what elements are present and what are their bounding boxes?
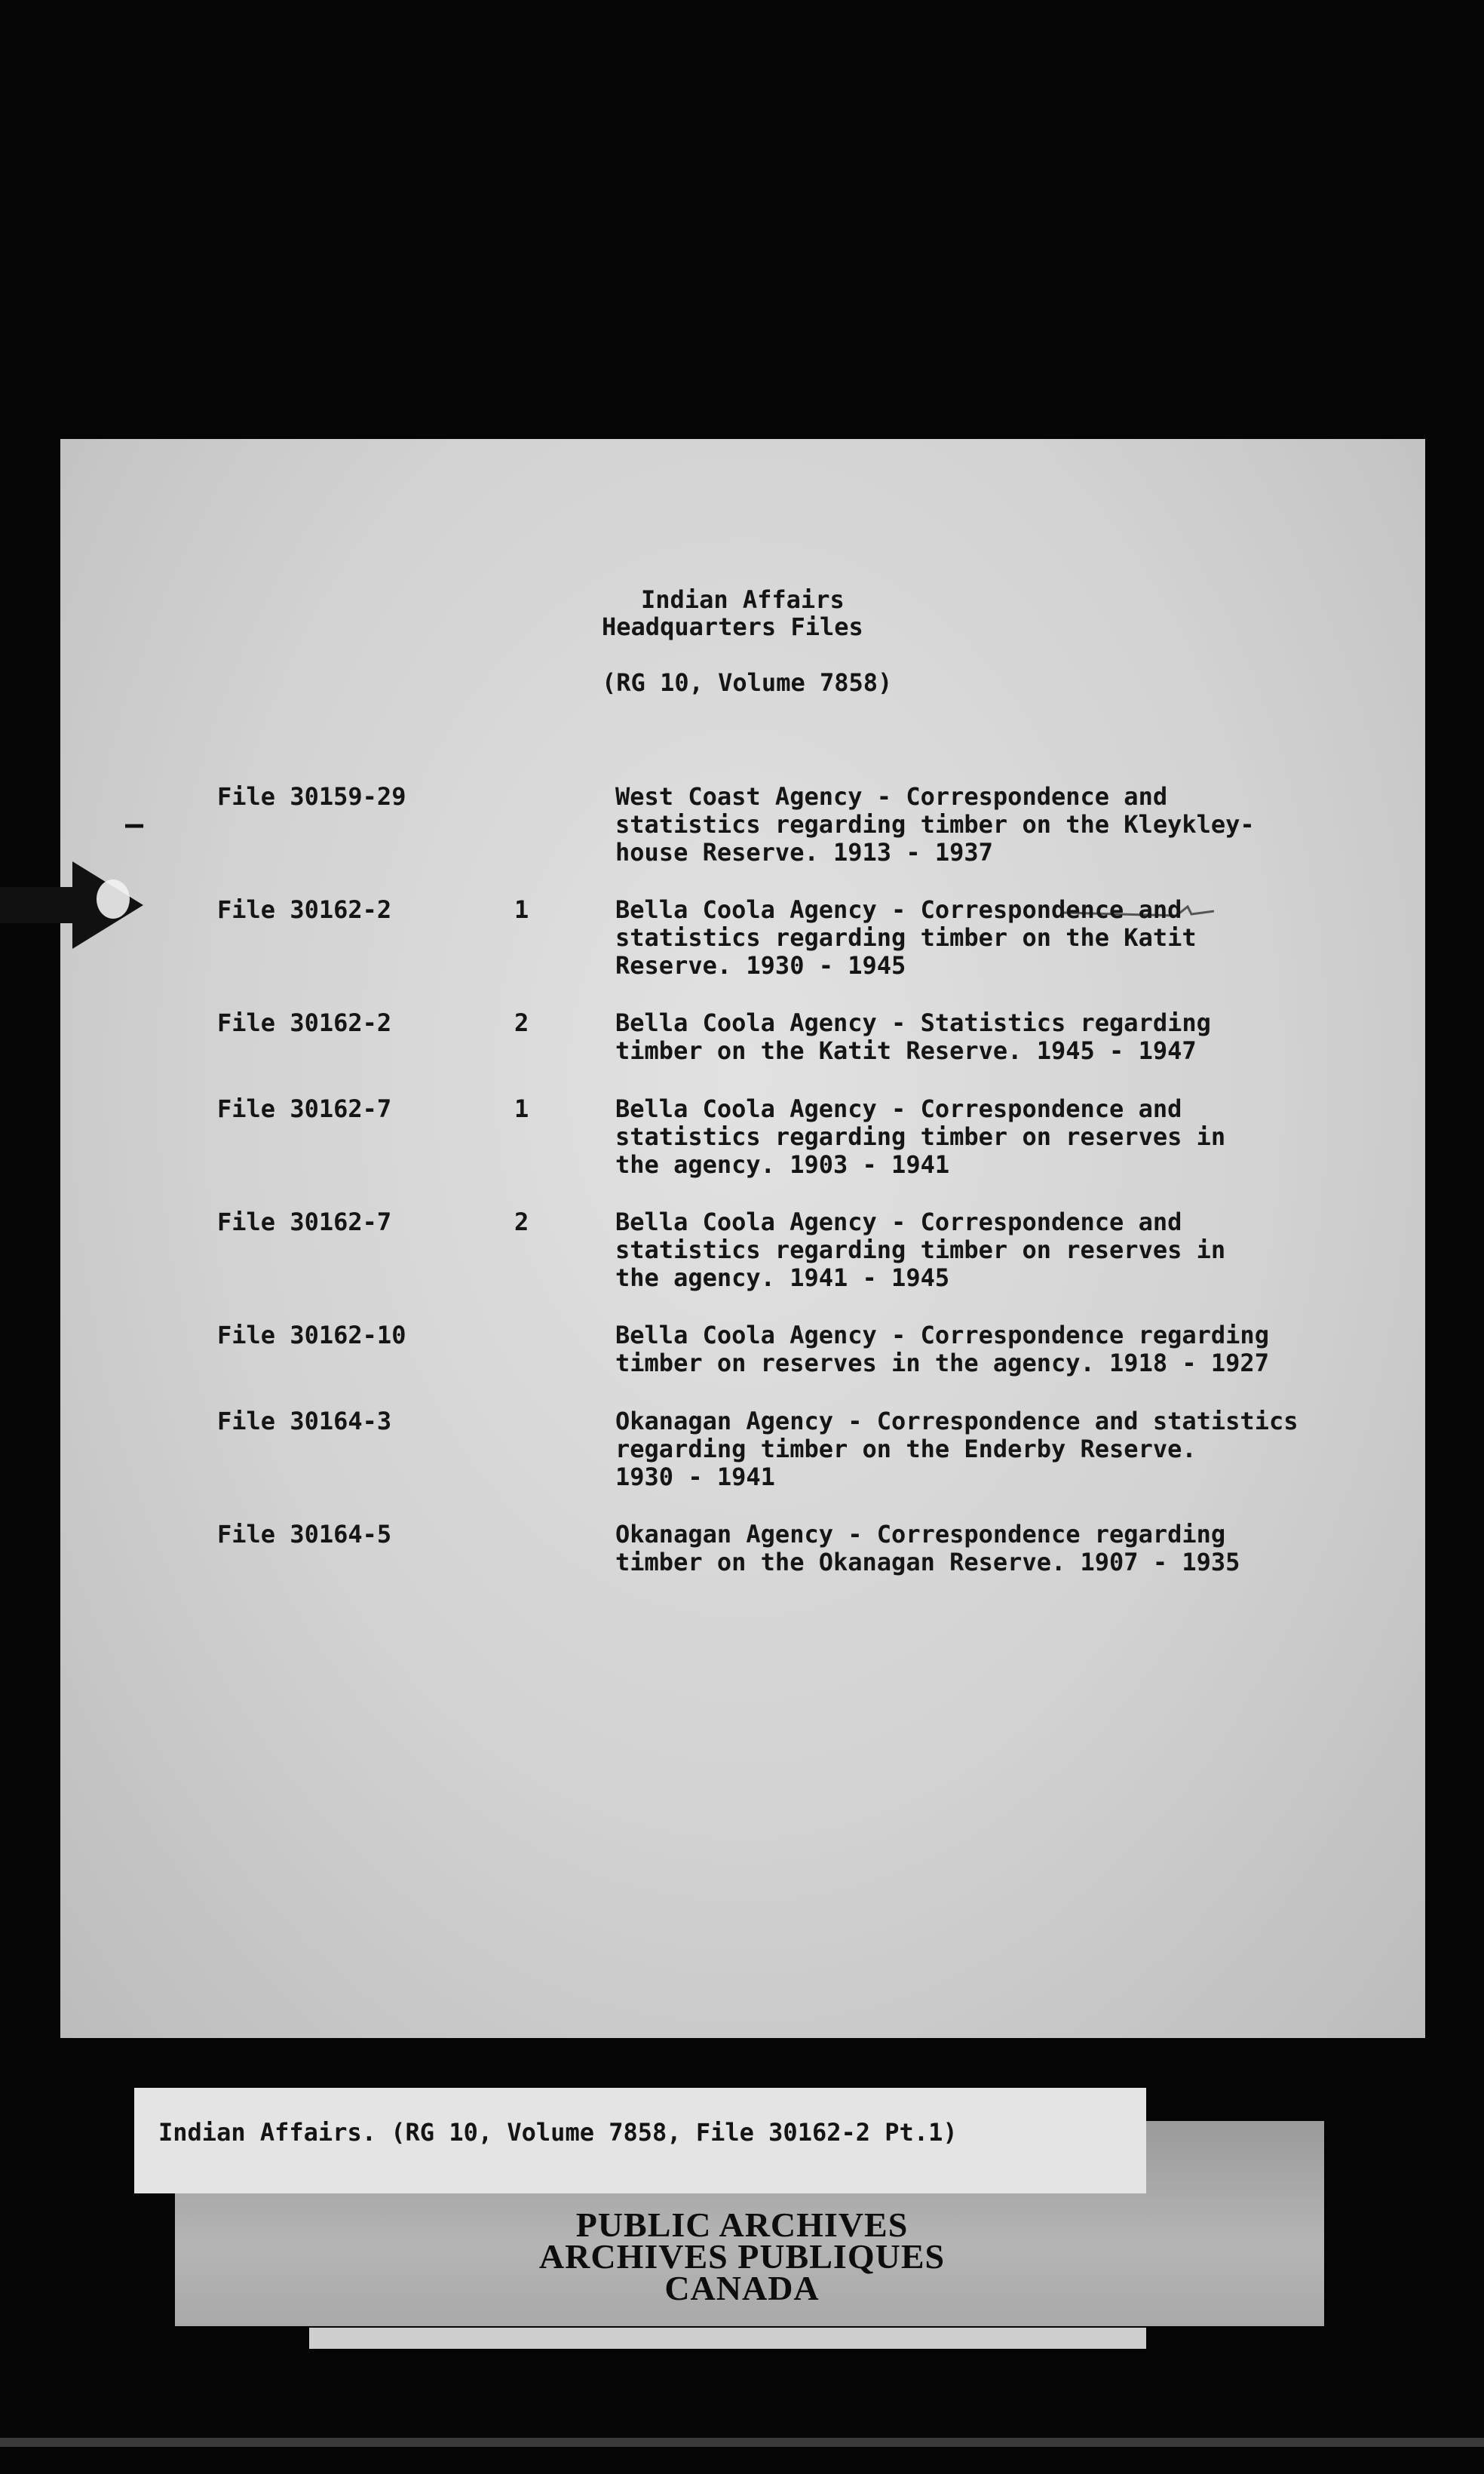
tick-mark-icon: – bbox=[125, 807, 144, 842]
file-part: 2 bbox=[514, 1208, 529, 1236]
file-part: 1 bbox=[514, 895, 529, 924]
film-edge-bar bbox=[0, 2438, 1484, 2447]
file-description: Bella Coola Agency - Correspondence and statistics regarding timber on reserves in the agency. 1903 - 1941 bbox=[615, 1094, 1226, 1179]
archive-stamp-line-2: ARCHIVES PUBLIQUES bbox=[538, 2237, 946, 2276]
file-number: File 30162-2 bbox=[217, 895, 392, 924]
arrow-pointer-icon bbox=[0, 861, 143, 949]
reference-label bbox=[134, 2088, 1146, 2193]
archive-stamp-line-3: CANADA bbox=[664, 2269, 820, 2307]
header-subtitle: Headquarters Files bbox=[602, 612, 863, 641]
file-description: Bella Coola Agency - Correspondence and statistics regarding timber on reserves in the agency. 1941 - 1945 bbox=[615, 1208, 1226, 1292]
file-part: 2 bbox=[514, 1008, 529, 1037]
file-description: Bella Coola Agency - Correspondence and statistics regarding timber on the Katit Reserve. 1930 - 1945 bbox=[615, 895, 1197, 980]
file-number: File 30162-7 bbox=[217, 1094, 392, 1123]
file-number: File 30162-7 bbox=[217, 1208, 392, 1236]
file-description: West Coast Agency - Correspondence and statistics regarding timber on the Kleykley- house Reserve. 1913 - 1937 bbox=[615, 782, 1255, 867]
file-description: Bella Coola Agency - Correspondence regarding timber on reserves in the agency. 1918 - 1927 bbox=[615, 1321, 1269, 1377]
reference-label-text: Indian Affairs. (RG 10, Volume 7858, File 30162-2 Pt.1) bbox=[158, 2118, 958, 2147]
file-number: File 30162-2 bbox=[217, 1008, 392, 1037]
file-part: 1 bbox=[514, 1094, 529, 1123]
file-number: File 30164-5 bbox=[217, 1520, 392, 1549]
header-title: Indian Affairs bbox=[641, 585, 845, 614]
file-description: Okanagan Agency - Correspondence and statistics regarding timber on the Enderby Reserve. 1930 - 1941 bbox=[615, 1407, 1298, 1491]
file-number: File 30159-29 bbox=[217, 782, 406, 811]
document-page bbox=[60, 439, 1425, 2038]
file-description: Okanagan Agency - Correspondence regarding timber on the Okanagan Reserve. 1907 - 1935 bbox=[615, 1520, 1240, 1576]
bottom-edge-strip bbox=[309, 2328, 1146, 2349]
archive-stamp-line-1: PUBLIC ARCHIVES bbox=[575, 2205, 909, 2244]
file-number: File 30164-3 bbox=[217, 1407, 392, 1435]
file-number: File 30162-10 bbox=[217, 1321, 406, 1349]
header-volume: (RG 10, Volume 7858) bbox=[602, 668, 893, 697]
file-description: Bella Coola Agency - Statistics regarding timber on the Katit Reserve. 1945 - 1947 bbox=[615, 1008, 1211, 1065]
